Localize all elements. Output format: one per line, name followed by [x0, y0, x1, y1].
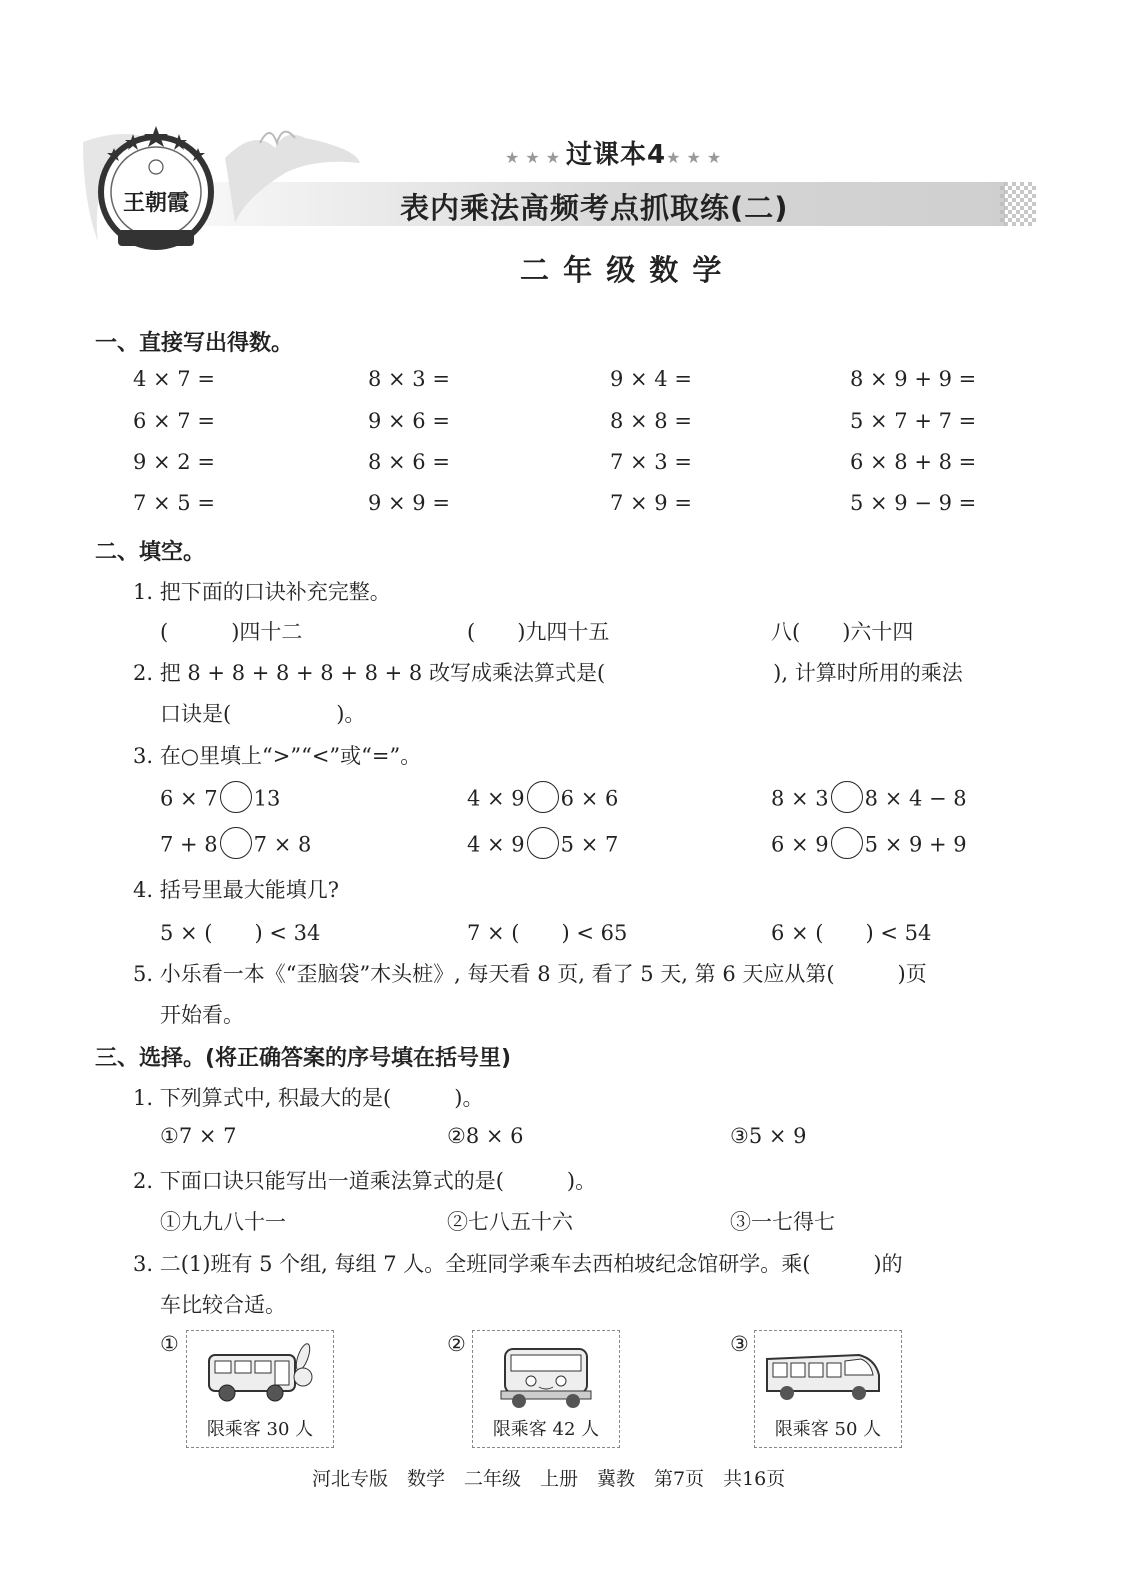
question-3-2: 2. 下面口诀只能写出一道乘法算式的是( )。 [133, 1169, 597, 1193]
comparison-right: 7 × 8 [253, 832, 312, 857]
option-num-3: ③ [730, 1332, 749, 1356]
arithmetic-item: 9 × 4 = [610, 367, 692, 391]
question-2-2-cont: 口诀是( )。 [160, 702, 366, 726]
publisher-logo [78, 112, 228, 262]
answer-circle[interactable] [831, 827, 863, 859]
minibus-icon [205, 1341, 315, 1407]
comparison-left: 8 × 3 [771, 786, 829, 811]
comparison-left: 4 × 9 [467, 832, 525, 857]
capacity-label-1: 限乘客 30 人 [206, 1419, 314, 1440]
comparison-right: 5 × 9 + 9 [864, 832, 967, 857]
option-3-1-b: ②8 × 6 [447, 1124, 524, 1148]
mnemonic-blank-3: 八( )六十四 [771, 620, 914, 644]
arithmetic-item: 8 × 3 = [368, 367, 450, 391]
question-2-5-cont: 开始看。 [160, 1003, 244, 1027]
arithmetic-item: 8 × 6 = [368, 450, 450, 474]
answer-circle[interactable] [527, 827, 559, 859]
comparison-right: 13 [253, 786, 281, 811]
comparison-left: 7 + 8 [160, 832, 218, 857]
question-3-3: 3. 二(1)班有 5 个组, 每组 7 人。全班同学乘车去西柏坡纪念馆研学。乘( )的 [133, 1252, 903, 1276]
star-icon: ★★★ [666, 148, 728, 167]
comparison-item [467, 830, 618, 862]
comparison-item [771, 784, 967, 816]
vehicle-option-1 [186, 1330, 334, 1448]
coach-icon [763, 1345, 883, 1407]
option-3-2-c: ③一七得七 [730, 1210, 835, 1234]
bus-icon [491, 1341, 601, 1411]
ribbon-decoration [215, 118, 365, 228]
comparison-left: 6 × 9 [771, 832, 829, 857]
question-2-2: 2. 把 8 + 8 + 8 + 8 + 8 + 8 改写成乘法算式是( ), 计算时所用的乘法 [133, 661, 963, 685]
answer-circle[interactable] [527, 781, 559, 813]
answer-circle[interactable] [831, 781, 863, 813]
arithmetic-item: 6 × 8 + 8 = [850, 450, 977, 474]
answer-circle[interactable] [220, 781, 252, 813]
comparison-item [771, 830, 967, 862]
answer-circle[interactable] [220, 827, 252, 859]
comparison-item [467, 784, 618, 816]
max-fill-2: 7 × ( ) < 65 [467, 921, 628, 945]
section3-heading: 三、选择。(将正确答案的序号填在括号里) [95, 1046, 512, 1071]
option-3-1-c: ③5 × 9 [730, 1124, 807, 1148]
arithmetic-item: 9 × 9 = [368, 491, 450, 515]
section1-heading: 一、直接写出得数。 [95, 331, 294, 356]
question-2-5: 5. 小乐看一本《“歪脑袋”木头桩》, 每天看 8 页, 看了 5 天, 第 6 天应从第( )页 [133, 962, 927, 986]
vehicle-option-3 [754, 1330, 902, 1448]
question-3-1: 1. 下列算式中, 积最大的是( )。 [133, 1086, 484, 1110]
mnemonic-blank-2: ( )九四十五 [467, 620, 610, 644]
page-title: 表内乘法高频考点抓取练(二) [400, 191, 789, 225]
arithmetic-item: 9 × 2 = [133, 450, 215, 474]
question-3-3-cont: 车比较合适。 [160, 1293, 286, 1317]
arithmetic-item: 7 × 3 = [610, 450, 692, 474]
comparison-item [160, 784, 280, 816]
option-3-2-b: ②七八五十六 [447, 1210, 573, 1234]
logo-text: 王朝霞 [122, 190, 190, 216]
option-num-2: ② [447, 1332, 466, 1356]
question-2-3: 3. 在○里填上“>”“<”或“=”。 [133, 744, 422, 768]
banner-pattern [1000, 182, 1036, 226]
capacity-label-2: 限乘客 42 人 [492, 1419, 600, 1440]
page-footer: 河北专版 数学 二年级 上册 冀教 第7页 共16页 [312, 1468, 786, 1490]
arithmetic-item: 8 × 9 + 9 = [850, 367, 977, 391]
option-num-1: ① [160, 1332, 179, 1356]
comparison-right: 6 × 6 [560, 786, 619, 811]
vehicle-option-2 [472, 1330, 620, 1448]
arithmetic-item: 7 × 5 = [133, 491, 215, 515]
comparison-right: 8 × 4 − 8 [864, 786, 967, 811]
question-2-1: 1. 把下面的口诀补充完整。 [133, 580, 391, 604]
comparison-item [160, 830, 311, 862]
question-2-4: 4. 括号里最大能填几? [133, 878, 339, 902]
comparison-left: 4 × 9 [467, 786, 525, 811]
series-label: ★★★过课本4★★★ [505, 140, 728, 170]
option-3-2-a: ①九九八十一 [160, 1210, 286, 1234]
arithmetic-item: 5 × 9 − 9 = [850, 491, 977, 515]
comparison-right: 5 × 7 [560, 832, 619, 857]
star-icon: ★★★ [505, 148, 567, 167]
page-subtitle: 二 年 级 数 学 [520, 253, 724, 287]
section2-heading: 二、填空。 [95, 540, 206, 565]
max-fill-3: 6 × ( ) < 54 [771, 921, 932, 945]
arithmetic-item: 9 × 6 = [368, 409, 450, 433]
mnemonic-blank-1: ( )四十二 [160, 620, 303, 644]
comparison-left: 6 × 7 [160, 786, 218, 811]
arithmetic-item: 6 × 7 = [133, 409, 215, 433]
arithmetic-item: 7 × 9 = [610, 491, 692, 515]
option-3-1-a: ①7 × 7 [160, 1124, 237, 1148]
arithmetic-item: 8 × 8 = [610, 409, 692, 433]
arithmetic-item: 5 × 7 + 7 = [850, 409, 977, 433]
arithmetic-item: 4 × 7 = [133, 367, 215, 391]
max-fill-1: 5 × ( ) < 34 [160, 921, 321, 945]
capacity-label-3: 限乘客 50 人 [774, 1419, 882, 1440]
